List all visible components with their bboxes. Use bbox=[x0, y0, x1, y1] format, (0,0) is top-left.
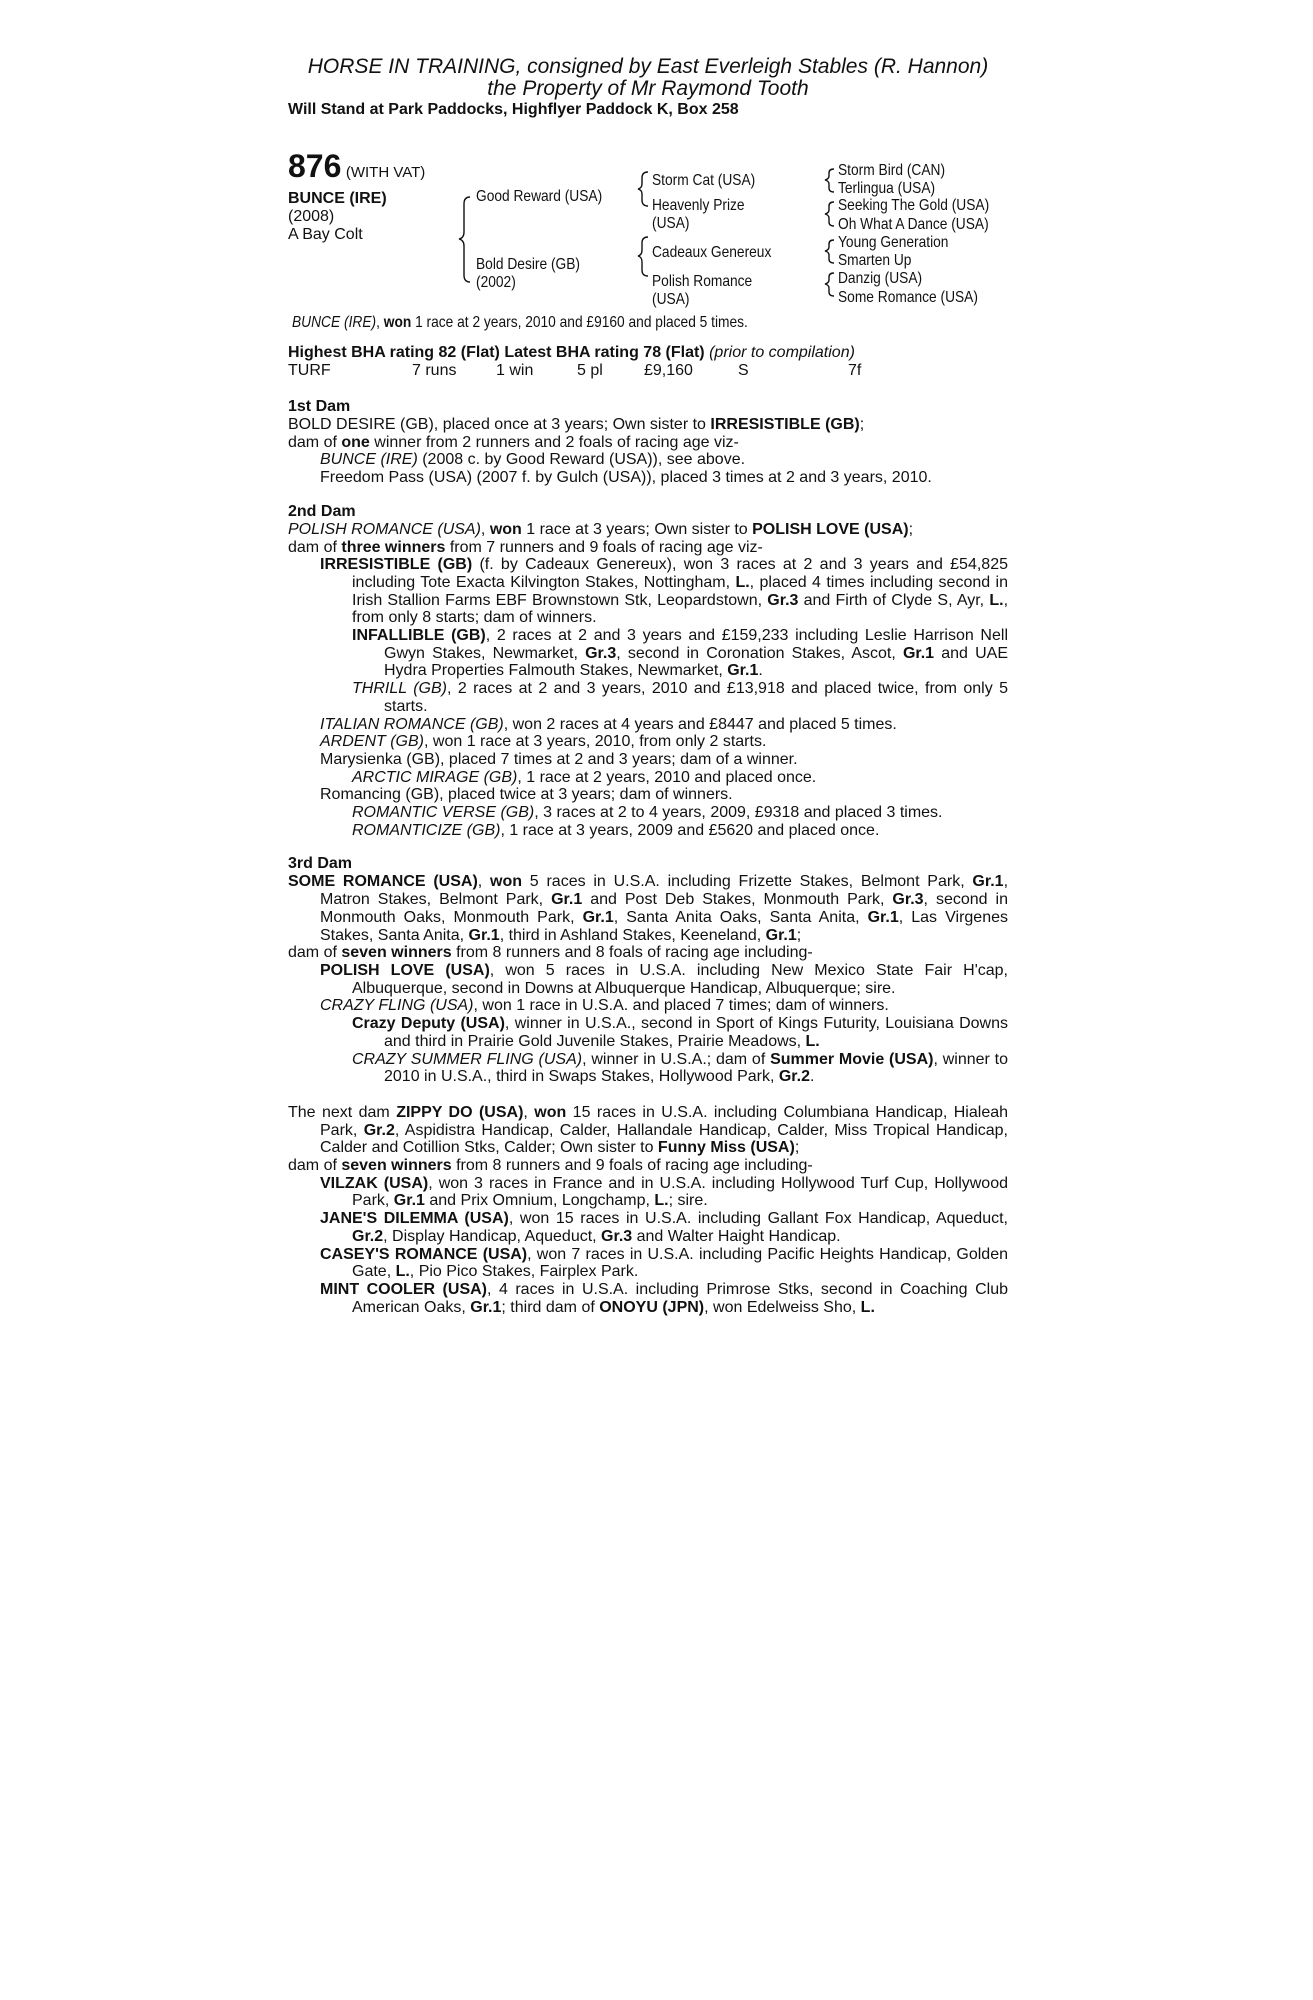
grade: Gr.1 bbox=[972, 873, 1004, 891]
text: The next dam bbox=[288, 1103, 397, 1121]
produce-irresistible bbox=[320, 556, 1008, 627]
dam-sire bbox=[652, 244, 791, 262]
text: from 7 runners and 9 foals of racing age viz- bbox=[445, 538, 763, 556]
punct: ; bbox=[794, 1139, 800, 1157]
ped-dsd bbox=[838, 252, 923, 270]
first-dam-line bbox=[288, 416, 1008, 434]
grade: L. bbox=[735, 573, 750, 591]
text: and Firth of Clyde S, Ayr, bbox=[798, 591, 990, 609]
text: , winner in U.S.A., second in Sport of Kings Futurity, Louisiana Downs and third in Prairie Gold Juvenile Stakes, Prairie Meadows, bbox=[384, 1015, 1008, 1050]
produce-name: Summer Movie (USA) bbox=[770, 1050, 934, 1068]
produce-romantic-verse bbox=[352, 804, 1008, 822]
summary-won: won bbox=[383, 314, 412, 331]
grade: Gr.1 bbox=[551, 891, 583, 909]
punct: , bbox=[523, 1103, 535, 1121]
produce-name: IRRESISTIBLE (GB) bbox=[320, 556, 473, 574]
grade: Gr.1 bbox=[765, 926, 797, 944]
text: ; sire. bbox=[668, 1192, 708, 1210]
produce-text: (2008 c. by Good Reward (USA)), see above. bbox=[417, 451, 746, 469]
produce-name: CASEY'S ROMANCE (USA) bbox=[320, 1245, 528, 1263]
race-summary: BUNCE (IRE), won 1 race at 2 years, 2010 and £9160 and placed 5 times. bbox=[292, 314, 748, 331]
fourth-dam-produce bbox=[288, 1157, 1008, 1175]
text: winner from 2 runners and 2 foals of racing age viz- bbox=[369, 433, 739, 451]
produce-crazy-summer-fling bbox=[352, 1051, 1008, 1086]
winners-count: seven winners bbox=[341, 1157, 452, 1175]
turf-wins: 1 win bbox=[496, 362, 534, 379]
second-dam-line bbox=[288, 521, 1008, 539]
ped-dss-text: Young Generation bbox=[838, 234, 949, 251]
text: , 1 race at 3 years, 2009 and £5620 and placed once. bbox=[500, 821, 880, 839]
produce-name: ONOYU (JPN) bbox=[599, 1298, 705, 1316]
produce-name: INFALLIBLE (GB) bbox=[352, 627, 486, 645]
ped-dss bbox=[838, 234, 966, 252]
grade: L. bbox=[654, 1192, 669, 1210]
produce-romancing: Romancing (GB), placed twice at 3 years; dam of winners. bbox=[320, 786, 733, 804]
text: dam of bbox=[288, 1157, 342, 1175]
produce-name: CRAZY FLING (USA) bbox=[320, 997, 474, 1015]
dam-dam-text: Polish Romance bbox=[652, 273, 753, 290]
text: , 1 race at 2 years, 2010 and placed once. bbox=[517, 768, 817, 786]
vat-note: (WITH VAT) bbox=[345, 164, 426, 181]
produce-bunce bbox=[320, 451, 1008, 469]
text: , won 15 races in U.S.A. including Gallant Fox Handicap, Aqueduct, bbox=[508, 1210, 1008, 1228]
text: , winner to 2010 in U.S.A., third in Swaps Stakes, Hollywood Park, bbox=[384, 1050, 1008, 1086]
text: from 8 runners and 8 foals of racing age including- bbox=[451, 944, 813, 962]
produce-name: Crazy Deputy (USA) bbox=[352, 1015, 505, 1033]
grade: L. bbox=[395, 1263, 410, 1281]
ped-sdd bbox=[838, 216, 1013, 234]
produce-marysienka: Marysienka (GB), placed 7 times at 2 and 3 years; dam of a winner. bbox=[320, 750, 798, 768]
ped-ddd bbox=[838, 289, 1001, 307]
location-line: Will Stand at Park Paddocks, Highflyer Paddock K, Box 258 bbox=[288, 101, 739, 118]
produce-name: ARDENT (GB) bbox=[320, 733, 424, 751]
text: and Post Deb Stakes, Monmouth Park, bbox=[582, 891, 893, 909]
third-dam-heading: 3rd Dam bbox=[288, 855, 353, 873]
fourth-dam-line bbox=[288, 1104, 1008, 1157]
sire-sire bbox=[652, 172, 772, 190]
produce-name: ROMANTICIZE (GB) bbox=[352, 821, 501, 839]
ped-dds-text: Danzig (USA) bbox=[838, 270, 923, 287]
produce-crazy-fling bbox=[320, 997, 1008, 1015]
text: , 3 races at 2 to 4 years, 2009, £9318 and placed 3 times. bbox=[534, 804, 943, 822]
sire-text: Good Reward (USA) bbox=[476, 188, 603, 205]
grade: Gr.3 bbox=[892, 891, 924, 909]
text: 1 race at 3 years; Own sister to bbox=[521, 520, 753, 538]
text: , won 1 race at 3 years, 2010, from only 2 starts. bbox=[424, 733, 767, 751]
dam-name bbox=[476, 256, 597, 274]
produce-name: POLISH LOVE (USA) bbox=[320, 961, 490, 979]
text: , from only 8 starts; dam of winners. bbox=[352, 591, 1009, 627]
grade: Gr.1 bbox=[393, 1192, 425, 1210]
consignor-line bbox=[288, 56, 1008, 78]
produce-name: ITALIAN ROMANCE (GB) bbox=[320, 715, 504, 733]
produce-arctic-mirage bbox=[352, 769, 1008, 787]
dam-sire-text: Cadeaux Genereux bbox=[652, 244, 772, 261]
dam-year bbox=[476, 274, 522, 292]
grade: L. bbox=[989, 591, 1004, 609]
grade: Gr.1 bbox=[470, 1298, 502, 1316]
text: (f. by Cadeaux Genereux), won 3 races at 2 and 3 years and £54,825 including Tote Exacta Kilvington Stakes, Nottingham, bbox=[352, 556, 1008, 591]
text: , 2 races at 2 and 3 years, 2010 and £13,918 and placed twice, from only 5 starts. bbox=[384, 680, 1008, 715]
text: , Matron Stakes, Belmont Park, bbox=[320, 873, 1009, 909]
turf-money: £9,160 bbox=[644, 362, 693, 379]
grade: L. bbox=[805, 1032, 820, 1050]
text: , Pio Pico Stakes, Fairplex Park. bbox=[409, 1263, 639, 1281]
ped-sds-text: Seeking The Gold (USA) bbox=[838, 197, 990, 214]
text: , second in Coronation Stakes, Ascot, bbox=[616, 644, 903, 662]
bha-rating-text: Highest BHA rating 82 (Flat) Latest BHA rating 78 (Flat) bbox=[288, 344, 705, 361]
text: from 8 runners and 9 foals of racing age including- bbox=[451, 1157, 813, 1175]
grade: Gr.3 bbox=[585, 644, 617, 662]
text: , Display Handicap, Aqueduct, bbox=[383, 1227, 602, 1245]
first-dam-text: BOLD DESIRE (GB), placed once at 3 years; Own sister to bbox=[288, 416, 711, 433]
produce-freedom-pass: Freedom Pass (USA) (2007 f. by Gulch (USA)), placed 3 times at 2 and 3 years, 2010. bbox=[320, 469, 932, 487]
third-dam-produce bbox=[288, 944, 1008, 962]
grade: Gr.2 bbox=[778, 1068, 810, 1086]
won: won bbox=[534, 1103, 567, 1121]
produce-name: BUNCE (IRE) bbox=[320, 451, 418, 469]
produce-name: ROMANTIC VERSE (GB) bbox=[352, 804, 535, 822]
text: . bbox=[758, 662, 763, 680]
horse-description: A Bay Colt bbox=[288, 226, 363, 243]
turf-distance: 7f bbox=[848, 362, 862, 379]
ped-sdd-text: Oh What A Dance (USA) bbox=[838, 216, 989, 233]
consignor-text: HORSE IN TRAINING, consigned by East Everleigh Stables (R. Hannon) bbox=[307, 55, 989, 78]
sire-dam-2-text: (USA) bbox=[652, 215, 690, 232]
grade: Gr.1 bbox=[727, 662, 759, 680]
text: dam of bbox=[288, 433, 342, 451]
text: , 2 races at 2 and 3 years and £159,233 including Leslie Harrison Nell Gwyn Stakes, Newmarket, bbox=[384, 627, 1008, 662]
text: , winner in U.S.A.; dam of bbox=[582, 1050, 771, 1068]
third-dam-name: SOME ROMANCE (USA) bbox=[288, 873, 478, 891]
turf-placed: 5 pl bbox=[577, 362, 603, 379]
sister-name: POLISH LOVE (USA) bbox=[752, 520, 909, 538]
text: , won 7 races in U.S.A. including Pacific Heights Handicap, Golden Gate, bbox=[352, 1245, 1008, 1281]
produce-mint-cooler bbox=[320, 1281, 1008, 1316]
produce-romanticize bbox=[352, 822, 1008, 840]
produce-caseys-romance bbox=[320, 1246, 1008, 1281]
dam-dam-2-text: (USA) bbox=[652, 291, 690, 308]
lot-header bbox=[288, 56, 1008, 120]
ped-sss-text: Storm Bird (CAN) bbox=[838, 162, 946, 179]
text: , won 1 race in U.S.A. and placed 7 times; dam of winners. bbox=[473, 997, 889, 1015]
produce-name: VILZAK (USA) bbox=[320, 1174, 429, 1192]
sire-dam bbox=[652, 197, 760, 215]
winners-count: one bbox=[341, 433, 370, 451]
second-dam-heading: 2nd Dam bbox=[288, 502, 356, 520]
produce-janes-dilemma bbox=[320, 1210, 1008, 1245]
bha-rating bbox=[288, 344, 855, 362]
text: , Las Virgenes Stakes, Santa Anita, bbox=[320, 908, 1008, 944]
punct: , bbox=[477, 873, 491, 891]
second-dam-produce bbox=[288, 539, 1008, 557]
punct: ; bbox=[908, 520, 914, 538]
grade: Gr.2 bbox=[352, 1227, 384, 1245]
grade: Gr.3 bbox=[767, 591, 799, 609]
punct: . bbox=[810, 1068, 815, 1086]
text: , Aspidistra Handicap, Calder, Hallandale Handicap, Calder, Miss Tropical Handicap, Calder and Cotillion Stks, Calder; Own sister to bbox=[320, 1121, 1008, 1157]
turf-record bbox=[288, 362, 1008, 380]
produce-crazy-deputy bbox=[352, 1015, 1008, 1050]
text: dam of bbox=[288, 944, 342, 962]
text: 5 races in U.S.A. including Frizette Stakes, Belmont Park, bbox=[522, 873, 973, 891]
text: , 4 races in U.S.A. including Primrose Stks, second in Coaching Club American Oaks, bbox=[352, 1280, 1008, 1316]
horse-name: BUNCE (IRE) bbox=[288, 190, 387, 207]
winners-count: three winners bbox=[341, 538, 446, 556]
winners-count: seven winners bbox=[341, 944, 452, 962]
turf-runs: 7 runs bbox=[412, 362, 457, 379]
punct: ; bbox=[859, 416, 865, 433]
ped-sss bbox=[838, 162, 962, 180]
produce-name: CRAZY SUMMER FLING (USA) bbox=[352, 1050, 583, 1068]
punct: , bbox=[480, 520, 490, 538]
grade: Gr.1 bbox=[867, 908, 899, 926]
text: and UAE Hydra Properties Falmouth Stakes, Newmarket, bbox=[384, 644, 1008, 680]
catalogue-body bbox=[288, 398, 1008, 1316]
text: , second in Monmouth Oaks, Monmouth Park, bbox=[320, 891, 1008, 926]
text: 15 races in U.S.A. including Columbiana Handicap, Hialeah Park, bbox=[320, 1103, 1009, 1139]
turf-surface: TURF bbox=[288, 362, 331, 379]
first-dam-heading: 1st Dam bbox=[288, 398, 351, 415]
fourth-dam-name: ZIPPY DO (USA) bbox=[396, 1103, 524, 1121]
punct: ; bbox=[796, 926, 802, 944]
produce-italian-romance bbox=[320, 716, 1008, 734]
sire-sire-text: Storm Cat (USA) bbox=[652, 172, 756, 189]
text: , won 3 races in France and in U.S.A. including Hollywood Turf Cup, Hollywood Park, bbox=[352, 1174, 1009, 1210]
text: and Prix Omnium, Longchamp, bbox=[424, 1192, 655, 1210]
second-dam-name: POLISH ROMANCE (USA) bbox=[288, 520, 481, 538]
ped-sds bbox=[838, 197, 1014, 215]
dam-text: Bold Desire (GB) bbox=[476, 256, 580, 273]
text: , third in Ashland Stakes, Keeneland, bbox=[499, 926, 766, 944]
produce-name: THRILL (GB) bbox=[352, 680, 447, 698]
sister-name: Funny Miss (USA) bbox=[657, 1139, 795, 1157]
horse-year: (2008) bbox=[288, 208, 335, 225]
text: , placed 4 times including second in Irish Stallion Farms EBF Brownstown Stk, Leopardstown, bbox=[352, 573, 1008, 609]
grade: Gr.1 bbox=[902, 644, 935, 662]
produce-polish-love bbox=[320, 962, 1008, 997]
sire-dam-text: Heavenly Prize bbox=[652, 197, 745, 214]
won: won bbox=[490, 873, 523, 891]
produce-name: MINT COOLER (USA) bbox=[320, 1280, 487, 1298]
text: , won 2 races at 4 years and £8447 and placed 5 times. bbox=[503, 715, 897, 733]
lot-number: 876 bbox=[288, 148, 342, 184]
sire-dam-2 bbox=[652, 215, 696, 233]
ped-ssd-text: Terlingua (USA) bbox=[838, 180, 936, 197]
ped-ssd bbox=[838, 180, 951, 198]
dam-dam-2 bbox=[652, 291, 696, 309]
turf-going: S bbox=[738, 362, 749, 379]
won: won bbox=[489, 520, 522, 538]
text: ; third dam of bbox=[501, 1298, 600, 1316]
text: , won Edelweiss Sho, bbox=[704, 1298, 861, 1316]
produce-vilzak bbox=[320, 1175, 1008, 1210]
summary-text: 1 race at 2 years, 2010 and £9160 and placed 5 times. bbox=[411, 314, 748, 331]
dam-dam bbox=[652, 273, 769, 291]
first-dam-produce bbox=[288, 434, 1008, 452]
text: dam of bbox=[288, 538, 342, 556]
summary-horse-name: BUNCE (IRE) bbox=[292, 314, 377, 331]
produce-name: JANE'S DILEMMA (USA) bbox=[320, 1210, 509, 1228]
grade: L. bbox=[860, 1298, 875, 1316]
grade: Gr.3 bbox=[601, 1227, 633, 1245]
dam-year-text: (2002) bbox=[476, 274, 516, 291]
produce-name: ARCTIC MIRAGE (GB) bbox=[352, 768, 518, 786]
produce-thrill bbox=[352, 680, 1008, 715]
ped-ddd-text: Some Romance (USA) bbox=[838, 289, 978, 306]
grade: Gr.1 bbox=[468, 926, 500, 944]
ped-dds bbox=[838, 270, 936, 288]
text: , Santa Anita Oaks, Santa Anita, bbox=[613, 908, 868, 926]
owner-text: the Property of Mr Raymond Tooth bbox=[487, 77, 809, 100]
first-dam-sister: IRRESISTIBLE (GB) bbox=[710, 416, 860, 433]
grade: Gr.1 bbox=[582, 908, 614, 926]
third-dam-line bbox=[288, 873, 1008, 944]
sire-name bbox=[476, 188, 623, 206]
grade: Gr.2 bbox=[363, 1121, 395, 1139]
bha-note: (prior to compilation) bbox=[709, 344, 855, 361]
text: , won 5 races in U.S.A. including New Mexico State Fair H'cap, Albuquerque, second in Downs at Albuquerque Handicap, Albuquerque; sire. bbox=[352, 961, 1008, 997]
owner-line bbox=[288, 78, 1008, 100]
produce-infallible bbox=[352, 627, 1008, 680]
produce-ardent bbox=[320, 733, 1008, 751]
text: and Walter Haight Handicap. bbox=[632, 1227, 841, 1245]
ped-dsd-text: Smarten Up bbox=[838, 252, 912, 269]
